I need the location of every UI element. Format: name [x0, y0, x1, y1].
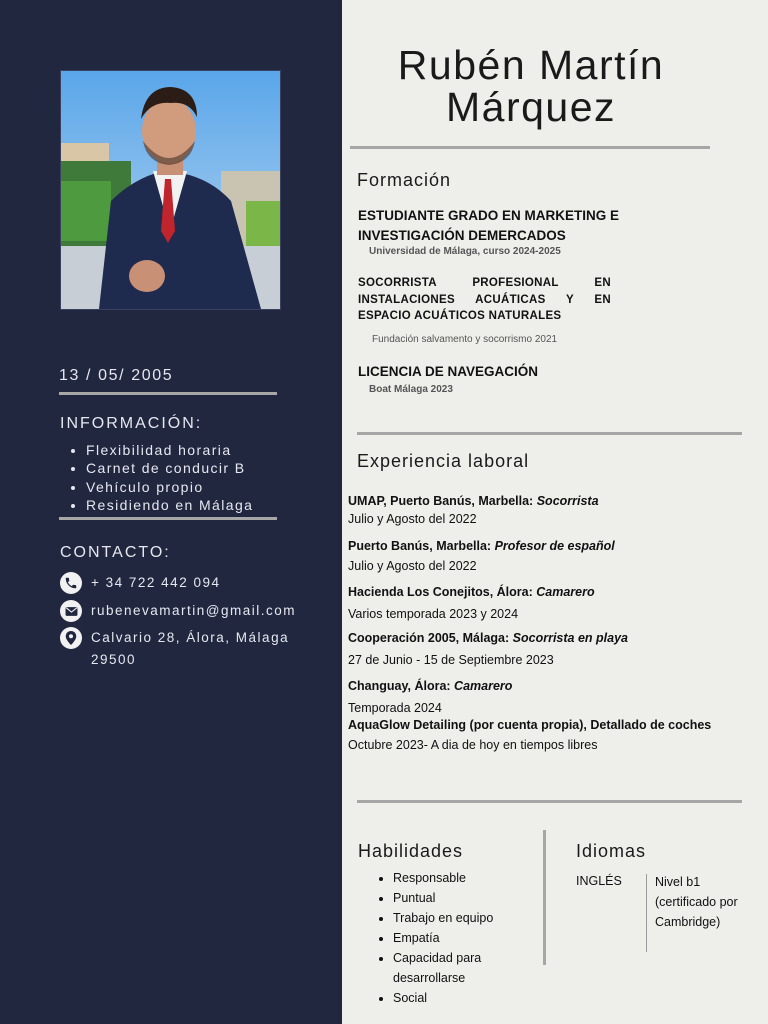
education-detail: Fundación salvamento y socorrismo 2021: [372, 334, 558, 345]
address-line: 29500: [91, 652, 137, 667]
education-detail: Boat Málaga 2023: [369, 384, 453, 395]
location-pin-icon: [60, 627, 82, 649]
education-degree: LICENCIA DE NAVEGACIÓN: [358, 364, 539, 379]
sidebar: [0, 0, 342, 1024]
habilidades-heading: Habilidades: [358, 841, 464, 861]
degree-line: INVESTIGACIÓN DEMERCADOS: [358, 228, 566, 243]
job-role: Camarero: [454, 679, 513, 693]
list-item: • Capacidad para desarrollarse: [393, 948, 503, 988]
profile-photo: [60, 70, 281, 310]
education-degree: [358, 275, 611, 325]
name-line: Rubén Martín: [397, 42, 665, 88]
email-icon: [60, 600, 82, 622]
job-place: UMAP, Puerto Banús, Marbella:: [348, 494, 534, 508]
job-place: AquaGlow Detailing (por cuenta propia), Detallado de coches: [348, 718, 712, 732]
page-title: [342, 44, 720, 128]
divider: [357, 432, 742, 435]
language-divider: [646, 874, 647, 952]
divider: [59, 392, 277, 395]
phone-icon: [60, 572, 82, 594]
list-item: • Vehículo propio: [86, 478, 253, 496]
skills-list: [375, 868, 503, 1008]
email-address[interactable]: rubenevamartin@gmail.com: [91, 603, 297, 618]
job-date: Varios temporada 2023 y 2024: [348, 607, 519, 621]
level-line: Nivel b1: [655, 875, 701, 889]
job-place: Cooperación 2005, Málaga:: [348, 631, 510, 645]
job-entry: [348, 631, 628, 645]
divider: [350, 146, 710, 149]
list-item: • Residiendo en Málaga: [86, 496, 253, 514]
education-degree: [358, 206, 619, 246]
experiencia-heading: Experiencia laboral: [357, 451, 530, 471]
job-date: Temporada 2024: [348, 701, 442, 715]
name-line: Márquez: [445, 84, 616, 130]
job-role: Camarero: [536, 585, 595, 599]
level-line: Cambridge): [655, 915, 721, 929]
main-content: [342, 0, 768, 1024]
contact-email: [60, 600, 296, 622]
job-role: Profesor de español: [494, 539, 615, 553]
list-item: • Social: [393, 988, 503, 1008]
job-entry: [348, 679, 512, 693]
job-place: Puerto Banús, Marbella:: [348, 539, 492, 553]
job-place: Hacienda Los Conejitos, Álora:: [348, 585, 533, 599]
contact-address: [60, 627, 289, 671]
idiomas-heading: Idiomas: [576, 841, 647, 861]
job-place: Changuay, Álora:: [348, 679, 451, 693]
list-item: • Empatía: [393, 928, 503, 948]
formacion-heading: Formación: [357, 170, 452, 190]
degree-line: INSTALACIONES ACUÁTICAS Y EN: [358, 293, 611, 306]
degree-line: ESTUDIANTE GRADO EN MARKETING E: [358, 208, 620, 223]
list-item: • Responsable: [393, 868, 503, 888]
job-date: Julio y Agosto del 2022: [348, 559, 477, 573]
education-detail: Universidad de Málaga, curso 2024-2025: [369, 246, 561, 257]
address-line: Calvario 28, Álora, Málaga: [91, 630, 290, 645]
address: [91, 627, 289, 671]
degree-line: ESPACIO ACUÁTICOS NATURALES: [358, 310, 562, 322]
list-item: • Carnet de conducir B: [86, 459, 253, 477]
degree-line: SOCORRISTA PROFESIONAL EN: [358, 277, 611, 289]
column-divider: [543, 830, 546, 965]
contact-phone: [60, 572, 220, 594]
phone-number[interactable]: + 34 722 442 094: [91, 575, 221, 590]
list-item: • Puntual: [393, 888, 503, 908]
job-date: Julio y Agosto del 2022: [348, 512, 477, 526]
job-date: Octubre 2023- A dia de hoy en tiempos libres: [348, 738, 598, 752]
job-entry: [348, 539, 615, 553]
list-item: • Flexibilidad horaria: [86, 441, 253, 459]
contact-heading: CONTACTO:: [60, 544, 171, 561]
info-list: [68, 441, 253, 514]
job-date: 27 de Junio - 15 de Septiembre 2023: [348, 653, 554, 667]
divider: [357, 800, 742, 803]
date-of-birth: 13 / 05/ 2005: [59, 367, 174, 384]
language-name: INGLÉS: [576, 874, 622, 888]
job-entry: [348, 718, 711, 732]
divider: [59, 517, 277, 520]
language-level: [655, 872, 738, 932]
job-role: Socorrista en playa: [512, 631, 628, 645]
job-entry: [348, 585, 595, 599]
job-role: Socorrista: [536, 494, 599, 508]
level-line: (certificado por: [655, 895, 738, 909]
info-heading: INFORMACIÓN:: [60, 415, 203, 432]
job-entry: [348, 494, 599, 508]
list-item: • Trabajo en equipo: [393, 908, 503, 928]
